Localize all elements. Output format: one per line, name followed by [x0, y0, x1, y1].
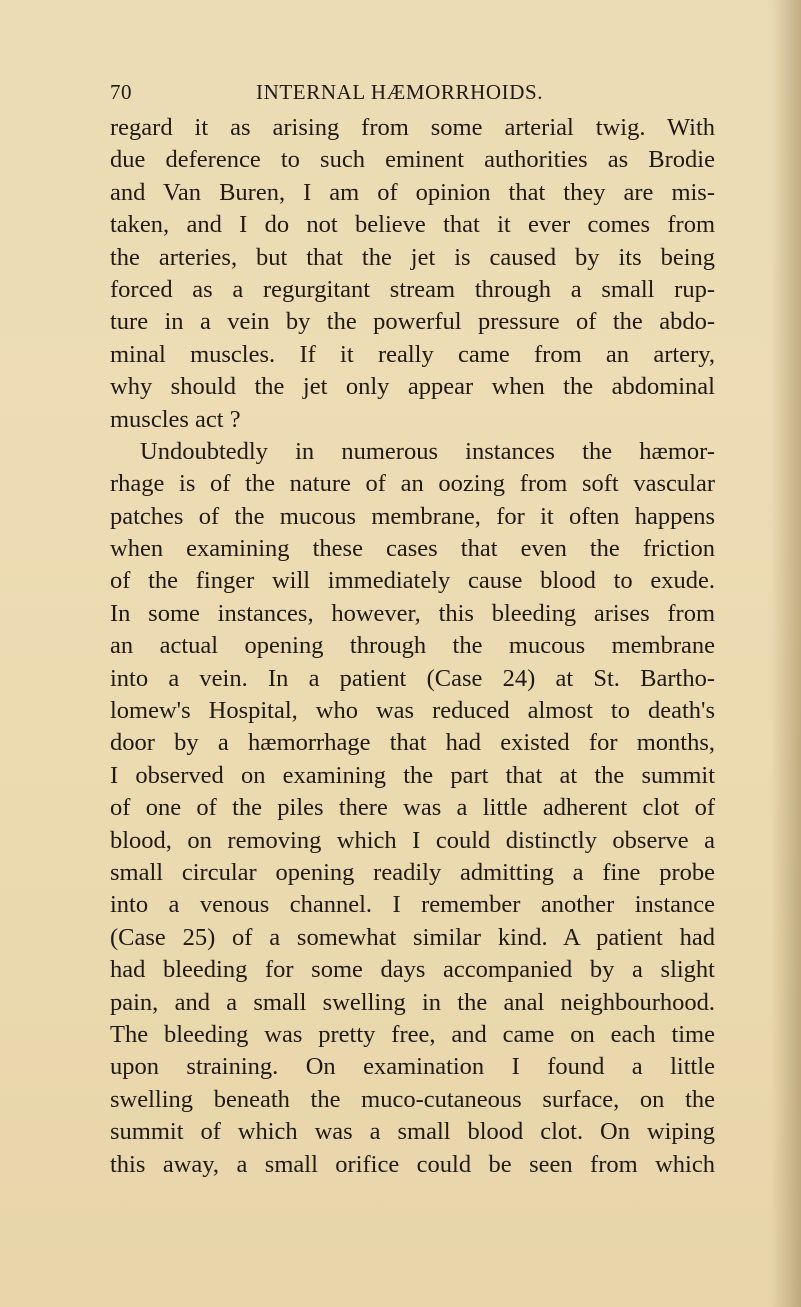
paragraph-start-line: Undoubtedly in numerous instances the hæmor-	[140, 437, 715, 465]
text-line: patches of the mucous membrane, for it often happens	[110, 502, 715, 530]
text-line: door by a hæmorrhage that had existed for months,	[110, 729, 715, 757]
text-line: taken, and I do not believe that it ever comes from	[110, 211, 715, 239]
text-line: rhage is of the nature of an oozing from soft vascular	[110, 470, 715, 498]
text-line: of one of the piles there was a little adherent clot of	[110, 794, 715, 822]
text-line: minal muscles. If it really came from an artery,	[110, 340, 715, 368]
text-line: (Case 25) of a somewhat similar kind. A patient had	[110, 923, 715, 951]
text-line: upon straining. On examination I found a little	[110, 1053, 715, 1081]
text-line: why should the jet only appear when the abdominal	[110, 373, 715, 401]
text-line: I observed on examining the part that at the summit	[110, 761, 715, 789]
text-line: small circular opening readily admitting a fine probe	[110, 858, 715, 886]
text-line: regard it as arising from some arterial twig. With	[110, 114, 715, 141]
text-line: when examining these cases that even the friction	[110, 535, 715, 563]
text-line: the arteries, but that the jet is caused by its being	[110, 243, 715, 271]
text-line: this away, a small orifice could be seen from which	[110, 1150, 715, 1178]
text-line: pain, and a small swelling in the anal neighbourhood.	[110, 988, 715, 1016]
text-line: In some instances, however, this bleeding arises from	[110, 599, 715, 627]
text-line: of the finger will immediately cause blood to exude.	[110, 567, 715, 595]
text-line: ture in a vein by the powerful pressure of the abdo-	[110, 308, 715, 336]
text-line: muscles act ?	[110, 405, 241, 433]
text-line: The bleeding was pretty free, and came on each time	[110, 1020, 715, 1048]
body-text	[110, 112, 715, 1181]
text-line: into a vein. In a patient (Case 24) at St. Bartho-	[110, 664, 715, 692]
page-number: 70	[110, 80, 132, 104]
text-line: blood, on removing which I could distinctly observe a	[110, 826, 715, 854]
text-line: and Van Buren, I am of opinion that they are mis-	[110, 178, 715, 206]
text-line: had bleeding for some days accompanied by a slight	[110, 956, 715, 984]
text-line: lomew's Hospital, who was reduced almost to death's	[110, 697, 715, 725]
running-head: INTERNAL HÆMORRHOIDS.	[256, 80, 544, 104]
text-line: into a venous channel. I remember another instance	[110, 891, 715, 919]
text-line: due deference to such eminent authorities as Brodie	[110, 146, 715, 174]
text-line: swelling beneath the muco-cutaneous surface, on the	[110, 1085, 715, 1113]
text-line: summit of which was a small blood clot. On wiping	[110, 1118, 715, 1146]
text-line: forced as a regurgitant stream through a small rup-	[110, 275, 715, 303]
text-line: an actual opening through the mucous membrane	[110, 632, 715, 660]
page-header	[110, 80, 715, 108]
